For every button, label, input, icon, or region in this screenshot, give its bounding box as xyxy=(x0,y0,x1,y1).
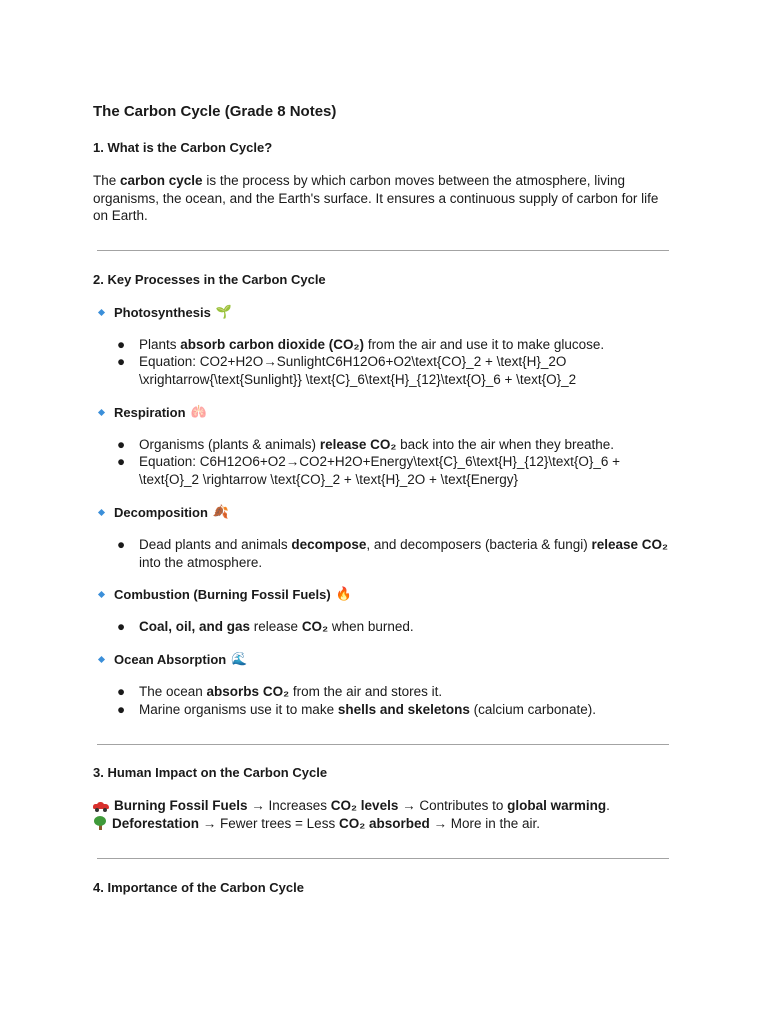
section-heading-4: 4. Importance of the Carbon Cycle xyxy=(93,880,304,895)
subheading-respiration xyxy=(98,404,207,420)
bullet-icon: ● xyxy=(117,354,126,369)
subheading-label: Respiration xyxy=(114,404,186,420)
fire-icon: 🔥 xyxy=(335,586,352,601)
list-item: ● Organisms (plants & animals) release CO₂ back into the air when they breathe. xyxy=(117,437,614,452)
list-item: ● Plants absorb carbon dioxide (CO₂) from the air and use it to make glucose. xyxy=(117,337,605,352)
bullet-icon: ● xyxy=(117,437,126,452)
divider xyxy=(97,744,669,745)
subheading-ocean-absorption xyxy=(98,651,247,667)
bullet-icon: ● xyxy=(117,537,126,552)
list-item: ● Coal, oil, and gas release CO₂ when burned. xyxy=(117,619,414,634)
bullet-icon: ● xyxy=(117,337,126,352)
list-item: ● Equation: CO2+H2O→SunlightC6H12O6+O2\text{CO}_2 + \text{H}_2O \xrightarrow{\text{Sunlight}} \text{C}_6\text{H}_{12}\text{O}_6 + \text{O}_2 xyxy=(117,354,577,387)
subheading-label: Decomposition xyxy=(114,504,208,520)
bullet-icon: ● xyxy=(117,702,126,717)
blue-diamond-icon xyxy=(98,408,105,415)
blue-diamond-icon xyxy=(98,590,105,597)
bullet-icon: ● xyxy=(117,454,126,469)
section-heading-2: 2. Key Processes in the Carbon Cycle xyxy=(93,272,326,287)
list-item: ● The ocean absorbs CO₂ from the air and stores it. xyxy=(117,684,443,699)
bullet-icon: ● xyxy=(117,684,126,699)
subheading-label: Combustion (Burning Fossil Fuels) xyxy=(114,586,331,602)
human-impact-line-1: Burning Fossil Fuels → Increases CO₂ levels → Contributes to global warming. xyxy=(93,797,610,815)
subheading-label: Ocean Absorption xyxy=(114,651,227,667)
section-heading-3: 3. Human Impact on the Carbon Cycle xyxy=(93,765,328,780)
human-impact-line-2: Deforestation → Fewer trees = Less CO₂ absorbed → More in the air. xyxy=(93,815,540,833)
blue-diamond-icon xyxy=(98,655,105,662)
list-item: ● Marine organisms use it to make shells and skeletons (calcium carbonate). xyxy=(117,702,596,717)
seedling-icon: 🌱 xyxy=(215,304,232,319)
section-1-paragraph: The carbon cycle is the process by which carbon moves between the atmosphere, living organisms, the ocean, and the Earth's surface. It ensures a continuous supply of carbon for life on Earth. xyxy=(93,173,659,223)
divider xyxy=(97,858,669,859)
subheading-combustion xyxy=(98,586,352,602)
divider xyxy=(97,250,669,251)
car-icon xyxy=(93,802,109,811)
subheading-decomposition xyxy=(98,504,229,520)
bullet-icon: ● xyxy=(117,619,126,634)
subheading-photosynthesis xyxy=(98,304,232,320)
section-heading-1: 1. What is the Carbon Cycle? xyxy=(93,140,273,155)
subheading-label: Photosynthesis xyxy=(114,304,211,320)
list-item: ● Equation: C6H12O6+O2→CO2+H2O+Energy\text{C}_6\text{H}_{12}\text{O}_6 + \text{O}_2 \rightarrow \text{CO}_2 + \text{H}_2O + \text{Energy} xyxy=(117,454,621,487)
list-item: ● Dead plants and animals decompose, and decomposers (bacteria & fungi) release CO₂ into the atmosphere. xyxy=(117,537,669,570)
fallen-leaf-icon: 🍂 xyxy=(212,504,230,519)
water-wave-icon: 🌊 xyxy=(231,651,248,666)
lungs-icon: 🫁 xyxy=(190,404,207,419)
blue-diamond-icon xyxy=(98,308,105,315)
blue-diamond-icon xyxy=(98,508,105,515)
page-title: The Carbon Cycle (Grade 8 Notes) xyxy=(93,103,337,120)
tree-icon xyxy=(93,816,107,830)
